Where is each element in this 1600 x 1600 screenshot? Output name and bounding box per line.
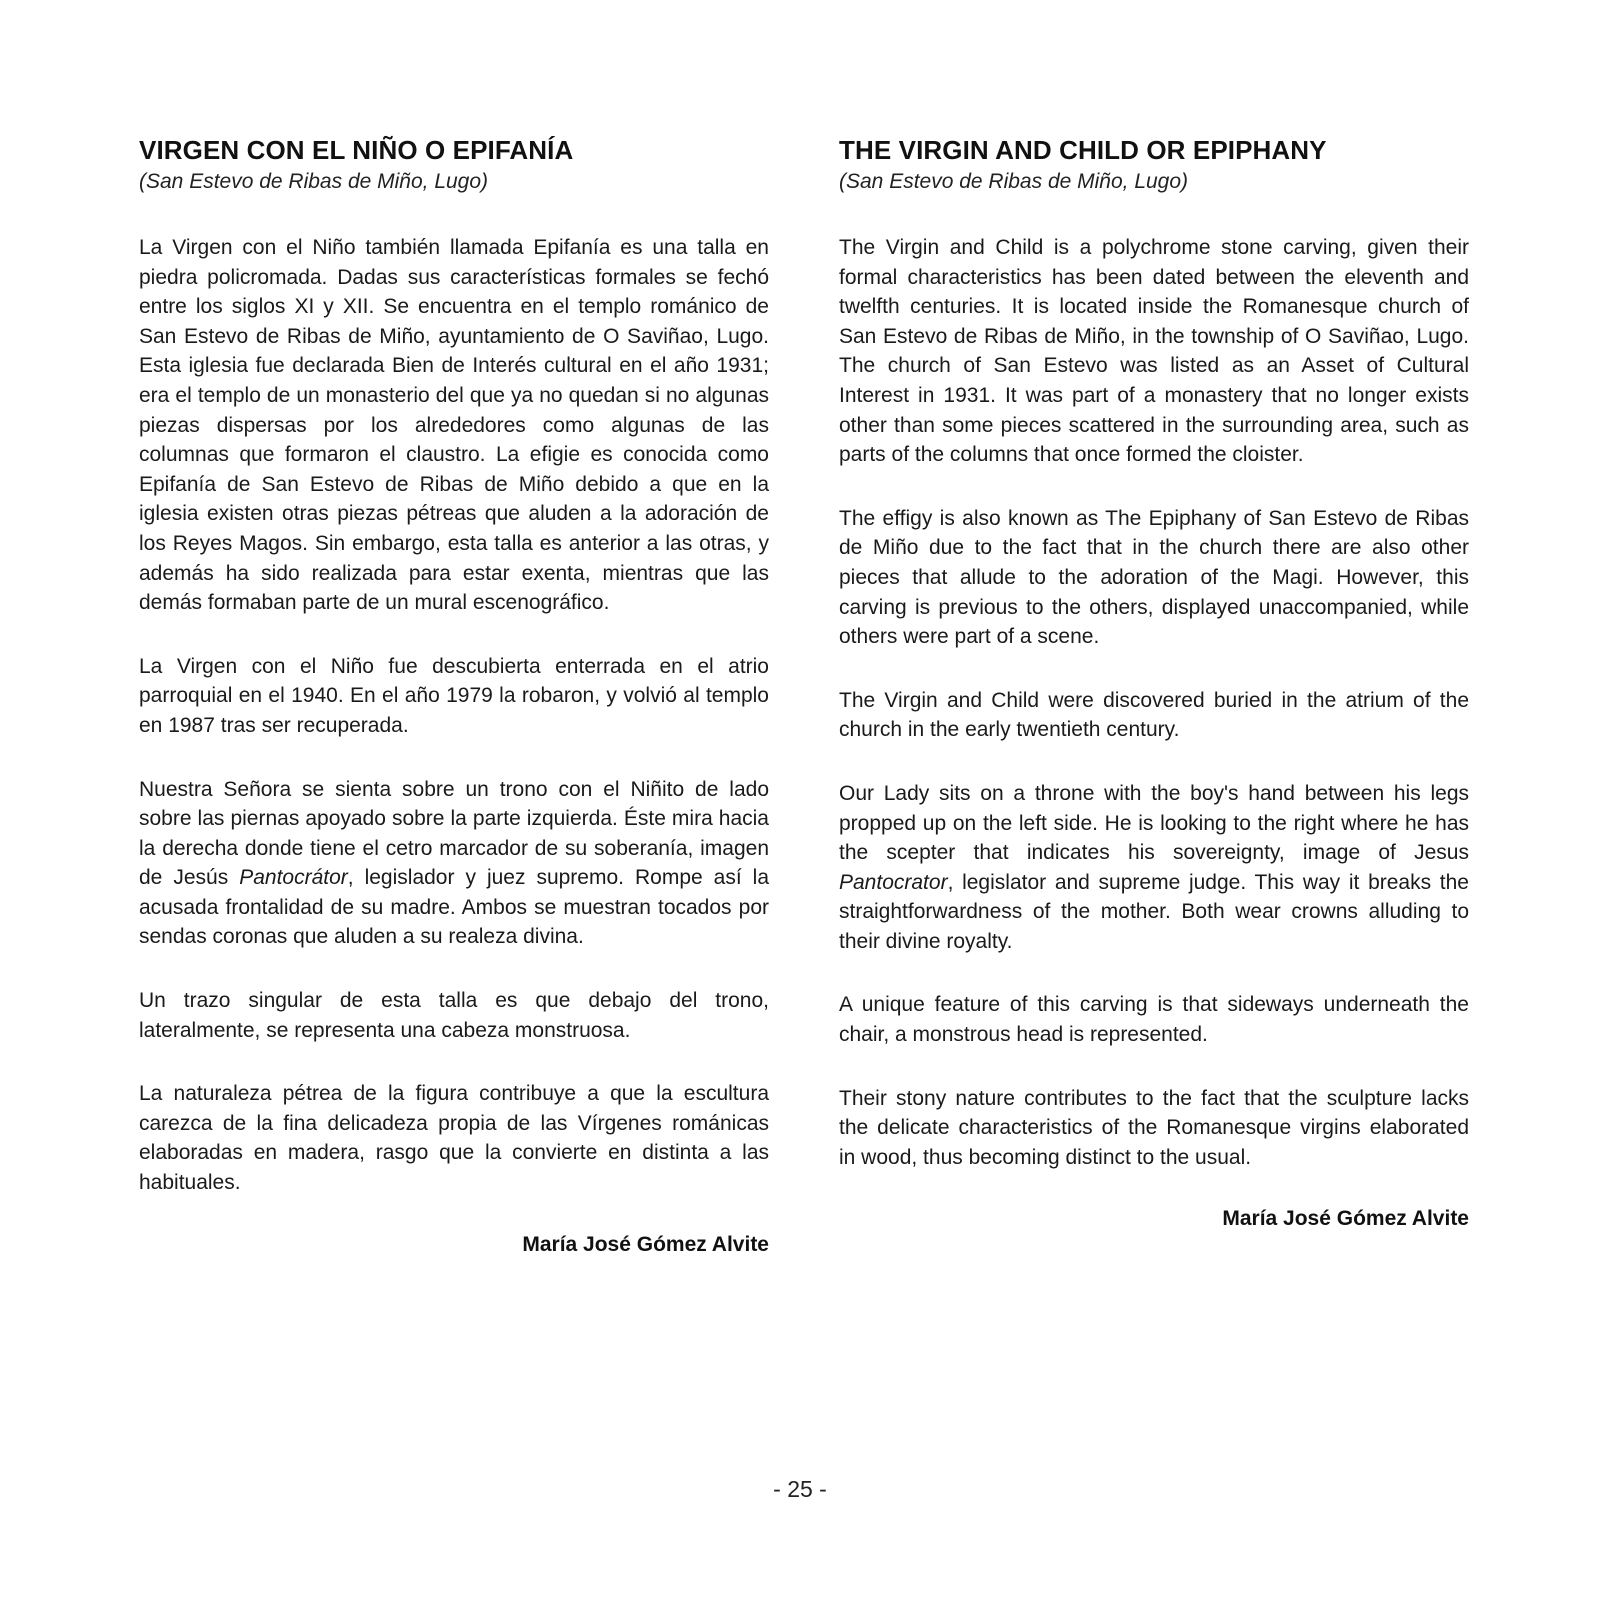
spanish-body	[139, 233, 769, 1198]
english-body	[839, 233, 1469, 1172]
english-paragraph-4	[839, 779, 1469, 957]
english-paragraph-4-text-after: , legislator and supreme judge. This way it breaks the straightforwardness of the mother. Both wear crowns alluding to their divine royalty.	[839, 870, 1469, 953]
english-paragraph-1: The Virgin and Child is a polychrome stone carving, given their formal characteristics has been dated between the eleventh and twelfth centuries. It is located inside the Romanesque church of San Estevo de Ribas de Miño, in the township of O Saviñao, Lugo. The church of San Estevo was listed as an Asset of Cultural Interest in 1931. It was part of a monastery that no longer exists other than some pieces scattered in the surrounding area, such as parts of the columns that once formed the cloister.	[839, 236, 1469, 467]
english-paragraph-4-emphasis: Pantocrator	[839, 870, 948, 894]
spanish-subtitle: (San Estevo de Ribas de Miño, Lugo)	[139, 170, 489, 193]
english-paragraph-3: The Virgin and Child were discovered buried in the atrium of the church in the early twentieth century.	[839, 688, 1469, 742]
english-subtitle: (San Estevo de Ribas de Miño, Lugo)	[839, 170, 1189, 193]
spanish-paragraph-5: La naturaleza pétrea de la figura contribuye a que la escultura carezca de la fina delicadeza propia de las Vírgenes románicas elaboradas en madera, rasgo que la convierte en distinta a las habituales.	[139, 1082, 769, 1195]
spanish-paragraph-3-emphasis: Pantocrátor	[239, 866, 348, 890]
english-paragraph-2: The effigy is also known as The Epiphany of San Estevo de Ribas de Miño due to the fact that in the church there are also other pieces that allude to the adoration of the Magi. However, this carving is previous to the others, displayed unaccompanied, while others were part of a scene.	[839, 506, 1469, 649]
spanish-title: VIRGEN CON EL NIÑO O EPIFANÍA	[139, 135, 574, 165]
english-column	[839, 133, 1469, 1234]
english-author: María José Gómez Alvite	[1222, 1207, 1469, 1231]
spanish-paragraph-3	[139, 775, 769, 953]
english-paragraph-4-text-before: Our Lady sits on a throne with the boy's hand between his legs propped up on the left side. He is looking to the right where he has the scepter that indicates his sovereignty, image of Jesus	[839, 781, 1469, 865]
english-paragraph-5: A unique feature of this carving is that sideways underneath the chair, a monstrous head is represented.	[839, 993, 1469, 1047]
spanish-paragraph-1: La Virgen con el Niño también llamada Epifanía es una talla en piedra policromada. Dadas sus características formales se fechó entre los siglos XI y XII. Se encuentra en el templo románico de San Estevo de Ribas de Miño, ayuntamiento de O Saviñao, Lugo. Esta iglesia fue declarada Bien de Interés cultural en el año 1931; era el templo de un monasterio del que ya no quedan si no algunas piezas dispersas por los alrededores como algunas de las columnas que formaron el claustro. La efigie es conocida como Epifanía de San Estevo de Ribas de Miño debido a que en la iglesia existen otras piezas pétreas que aluden a la adoración de los Reyes Magos. Sin embargo, esta talla es anterior a las otras, y además ha sido realizada para estar exenta, mientras que las demás formaban parte de un mural escenográfico.	[139, 236, 769, 615]
page-number: - 25 -	[773, 1476, 827, 1502]
spanish-column	[139, 133, 769, 1260]
english-title: THE VIRGIN AND CHILD OR EPIPHANY	[839, 135, 1327, 165]
spanish-author: María José Gómez Alvite	[522, 1232, 769, 1256]
spanish-paragraph-4: Un trazo singular de esta talla es que debajo del trono, lateralmente, se representa una cabeza monstruosa.	[139, 989, 769, 1042]
spanish-paragraph-2: La Virgen con el Niño fue descubierta enterrada en el atrio parroquial en el 1940. En el año 1979 la robaron, y volvió al templo en 1987 tras ser recuperada.	[139, 654, 769, 737]
english-paragraph-6: Their stony nature contributes to the fact that the sculpture lacks the delicate characteristics of the Romanesque virgins elaborated in wood, thus becoming distinct to the usual.	[839, 1086, 1469, 1169]
spanish-paragraph-3-text-before: Nuestra Señora se sienta sobre un trono con el Niñito de lado sobre las piernas apoyado sobre la parte izquierda. Éste mira hacia la derecha donde tiene el cetro marcador de su soberanía, imagen de Jesús	[139, 777, 769, 890]
spanish-paragraph-3-text-after: , legislador y juez supremo. Rompe así la acusada frontalidad de su madre. Ambos se muestran tocados por sendas coronas que aluden a su realeza divina.	[139, 866, 770, 949]
